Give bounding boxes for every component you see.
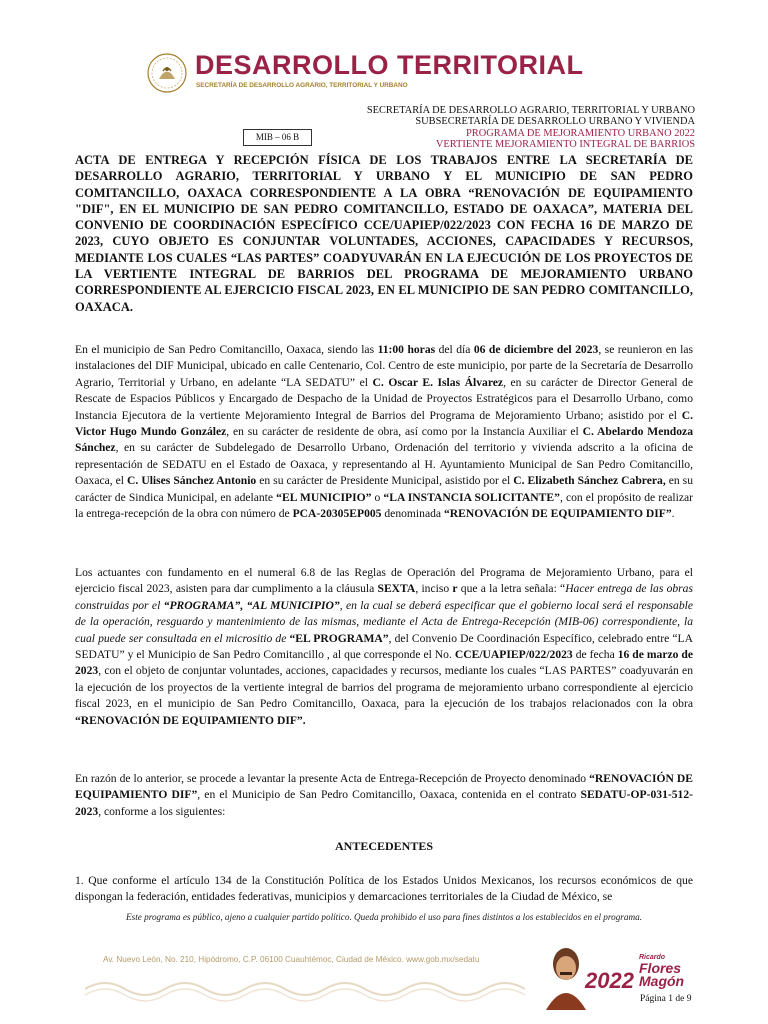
header-line-programa: PROGRAMA DE MEJORAMIENTO URBANO 2022	[466, 127, 695, 139]
brand-subtitle: SECRETARÍA DE DESARROLLO AGRARIO, TERRITORIAL Y URBANO	[196, 82, 408, 89]
document-code-box: MIB – 06 B	[243, 129, 312, 146]
footer-decorative-band	[85, 975, 525, 1003]
paragraph-3: En razón de lo anterior, se procede a levantar la presente Acta de Entrega-Recepción de Proyecto denominado “RENOVACIÓN DE EQUIPAMIENTO DIF”, en el Municipio de San Pedro Comitancillo, Oaxaca, contenida en el contrato SEDATU-OP-031-512-2023, conforme a los siguientes:	[75, 772, 694, 818]
header-line-subsecretaria: SUBSECRETARÍA DE DESARROLLO URBANO Y VIVIENDA	[415, 116, 695, 128]
document-title: ACTA DE ENTREGA Y RECEPCIÓN FÍSICA DE LOS TRABAJOS ENTRE LA SECRETARÍA DE DESARROLLO AGRARIO, TERRITORIAL Y URBANO Y EL MUNICIPIO DE SAN PEDRO COMITANCILLO, OAXACA CORRESPONDIENTE A LA OBRA “RENOVACIÓN DE EQUIPAMIENTO "DIF", EN EL MUNICIPIO DE SAN PEDRO COMITANCILLO, ESTADO DE OAXACA”, MATERIA DEL CONVENIO DE COORDINACIÓN ESPECÍFICO CCE/UAPIEP/022/2023 CON FECHA 16 DE MARZO DE 2023, CUYO OBJETO ES CONJUNTAR VOLUNTADES, ACCIONES, CAPACIDADES Y RECURSOS, MEDIANTE LOS CUALES “LAS PARTES” COADYUVARÁN EN LA EJECUCIÓN DE LOS PROYECTOS DE LA VERTIENTE INTEGRAL DE BARRIOS DEL PROGRAMA DE MEJORAMIENTO URBANO CORRESPONDIENTE AL EJERCICIO FISCAL 2023, EN EL MUNICIPIO DE SAN PEDRO COMITANCILLO, OAXACA.	[75, 153, 693, 314]
mexico-coat-of-arms-logo	[146, 52, 188, 94]
brand-title: DESARROLLO TERRITORIAL	[195, 50, 584, 80]
footer-address: Av. Nuevo León, No. 210, Hipódromo, C.P. 06100 Cuauhtémoc, Ciudad de México. www.gob.mx/sedatu	[103, 955, 480, 964]
page-number: Página 1 de 9	[640, 994, 692, 1004]
header-line-secretaria: SECRETARÍA DE DESARROLLO AGRARIO, TERRITORIAL Y URBANO	[366, 105, 695, 116]
document-header	[367, 105, 695, 151]
header-line-vertiente: VERTIENTE MEJORAMIENTO INTEGRAL DE BARRIOS	[435, 139, 695, 151]
program-disclaimer: Este programa es público, ajeno a cualquier partido político. Queda prohibido el uso para fines distintos a los establecidos en el programa.	[126, 912, 642, 922]
ricardo-flores-magon-logo: Ricardo Flores Magón	[639, 954, 685, 989]
section-heading-antecedentes: ANTECEDENTES	[334, 839, 434, 853]
antecedente-item-1: 1. Que conforme el artículo 134 de la Constitución Política de los Estados Unidos Mexicanos, los recursos económicos de que dispongan la federación, entidades federativas, municipios y demarcaciones territoriales de la Ciudad de México, se	[75, 874, 693, 904]
paragraph-1: En el municipio de San Pedro Comitancillo, Oaxaca, siendo las 11:00 horas del día 06 de diciembre del 2023, se reunieron en las instalaciones del DIF Municipal, ubicado en calle Centenario, Col. Centro de este municipio, por parte de la Secretaría de Desarrollo Agrario, Territorial y Urbano, en adelante “LA SEDATU” el C. Oscar E. Islas Álvarez, en su carácter de Director General de Rescate de Espacios Públicos y Encargado de Despacho de la Unidad de Proyectos Estratégicos para el Desarrollo Urbano, como Instancia Ejecutora de la vertiente Mejoramiento Integral de Barrios del Programa de Mejoramiento Urbano; asistido por el C. Victor Hugo Mundo González, en su carácter de residente de obra, así como por la Instancia Auxiliar el C. Abelardo Mendoza Sánchez, en su carácter de Subdelegado de Desarrollo Urbano, Ordenación del territorio y vivienda adscrito a la oficina de representación de SEDATU en el Estado de Oaxaca, y representando al H. Ayuntamiento Municipal de San Pedro Comitancillo, Oaxaca, el C. Ulises Sánchez Antonio en su carácter de Presidente Municipal, asistido por el C. Elizabeth Sánchez Cabrera, en su carácter de Sindica Municipal, en adelante “EL MUNICIPIO” o “LA INSTANCIA SOLICITANTE”, con el propósito de realizar la entrega-recepción de la obra con número de PCA-20305EP005 denominada “RENOVACIÓN DE EQUIPAMIENTO DIF”.	[75, 343, 693, 521]
paragraph-2: Los actuantes con fundamento en el numeral 6.8 de las Reglas de Operación del Programa de Mejoramiento Urbano, para el ejercicio fiscal 2023, asisten para dar cumplimento a la cláusula SEXTA, inciso r que a la letra señala: “Hacer entrega de las obras construidas por el “PROGRAMA”, “AL MUNICIPIO”, en la cual se deberá especificar que el gobierno local será el responsable de la operación, resguardo y mantenimiento de las mismas, mediante el Acta de Entrega-Recepción (MIB-06) correspondiente, la cual puede ser consultada en el micrositio de “EL PROGRAMA”, del Convenio De Coordinación Específico, celebrado entre “LA SEDATU” y el Municipio de San Pedro Comitancillo , al que corresponde el No. CCE/UAPIEP/022/2023 de fecha 16 de marzo de 2023, con el objeto de conjuntar voluntades, acciones, capacidades y recursos, mediante los cuales “LAS PARTES” coadyuvarán en la ejecución de los proyectos de la vertiente integral de barrios del programa de mejoramiento urbano correspondiente al ejercicio fiscal 2023, en el municipio de San Pedro Comitancillo, Oaxaca, para la ejecución de los trabajos relacionados con la obra “RENOVACIÓN DE EQUIPAMIENTO DIF”.	[75, 566, 694, 727]
year-2022-logo: 2022	[585, 968, 634, 993]
